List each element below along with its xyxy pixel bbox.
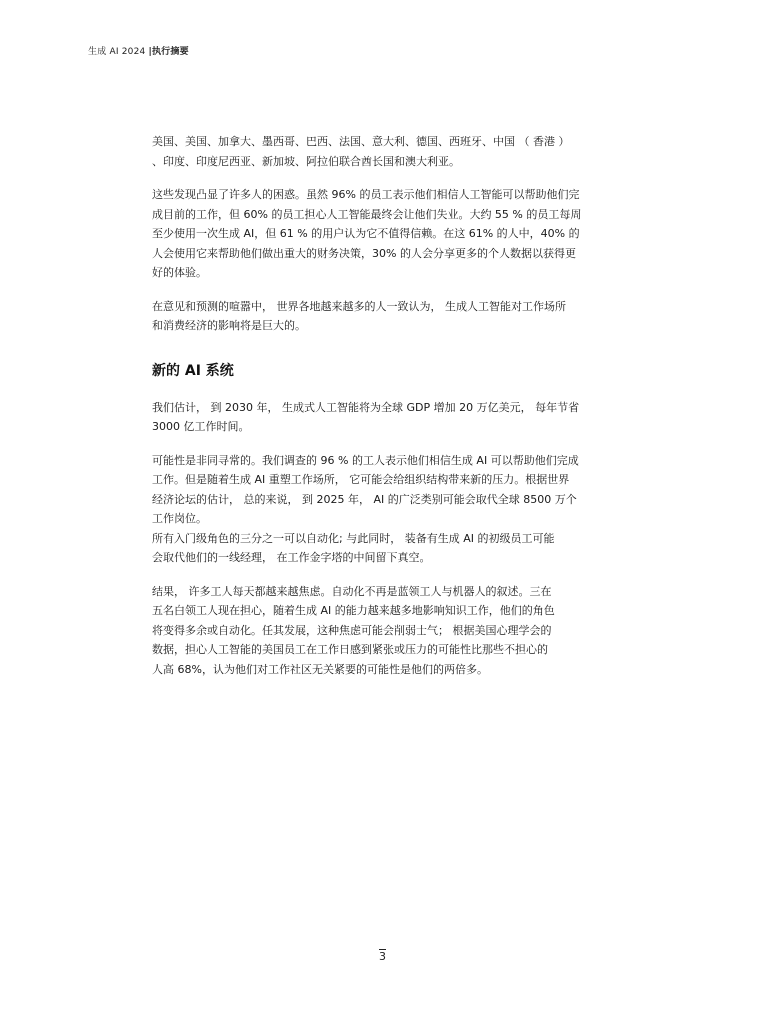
page-number: 3 xyxy=(379,950,386,963)
paragraph-anxiety: 结果， 许多工人每天都越来越焦虑。自动化不再是蓝领工人与机器人的叙述。三在 五名白领工人现在担心，随着生成 AI 的能力越来越多地影响知识工作，他们的角色 将变得多余或自动化。任其发展，这种焦虑可能会削弱士气； 根据美国心理学会的 数据，担心人工智能的美国员工在工作日感到紧张或压力的可能性比那些不担心的 人高 68%，认为他们对工作社区无关紧要的可能性是他们的两倍多。 xyxy=(152,584,555,676)
section-heading: 新的 AI 系统 xyxy=(152,362,234,379)
paragraph-findings: 这些发现凸显了许多人的困惑。虽然 96% 的员工表示他们相信人工智能可以帮助他们完 成目前的工作，但 60% 的员工担心人工智能最终会让他们失业。大约 55 % 的员工每周 至少使用一次生成 AI，但 61 % 的用户认为它不值得信赖。在这 61% 的人中，40% 的 人会使用它来帮助他们做出重大的财务决策，30% 的人会分享更多的个人数据以获得更 好的体验。 xyxy=(152,188,582,279)
running-header xyxy=(88,44,189,57)
header-doc-title: 生成 AI 2024 xyxy=(88,47,146,57)
paragraph-entry-level: 所有入门级角色的三分之一可以自动化; 与此同时， 装备有生成 AI 的初级员工可能 会取代他们的一线经理， 在工作金字塔的中间留下真空。 xyxy=(152,531,555,564)
paragraph-estimate: 我们估计， 到 2030 年， 生成式人工智能将为全球 GDP 增加 20 万亿美元， 每年节省 3000 亿工作时间。 xyxy=(152,400,580,433)
paragraph-possibility: 可能性是非同寻常的。我们调查的 96 % 的工人表示他们相信生成 AI 可以帮助他们完成 工作。但是随着生成 AI 重塑工作场所， 它可能会给组织结构带来新的压力。根据世界 经济论坛的估计， 总的来说， 到 2025 年， AI 的广泛类别可能会取代全球 8500 万个 工作岗位。 xyxy=(152,453,579,525)
main-content xyxy=(152,132,622,693)
header-section: |执行摘要 xyxy=(148,47,189,57)
paragraph-consensus: 在意见和预测的喧嚣中， 世界各地越来越多的人一致认为， 生成人工智能对工作场所 和消费经济的影响将是巨大的。 xyxy=(152,299,566,332)
paragraph-countries: 美国、美国、加拿大、墨西哥、巴西、法国、意大利、德国、西班牙、中国 （ 香港 ） 、印度、印度尼西亚、新加坡、阿拉伯联合酋长国和澳大利亚。 xyxy=(152,135,570,168)
